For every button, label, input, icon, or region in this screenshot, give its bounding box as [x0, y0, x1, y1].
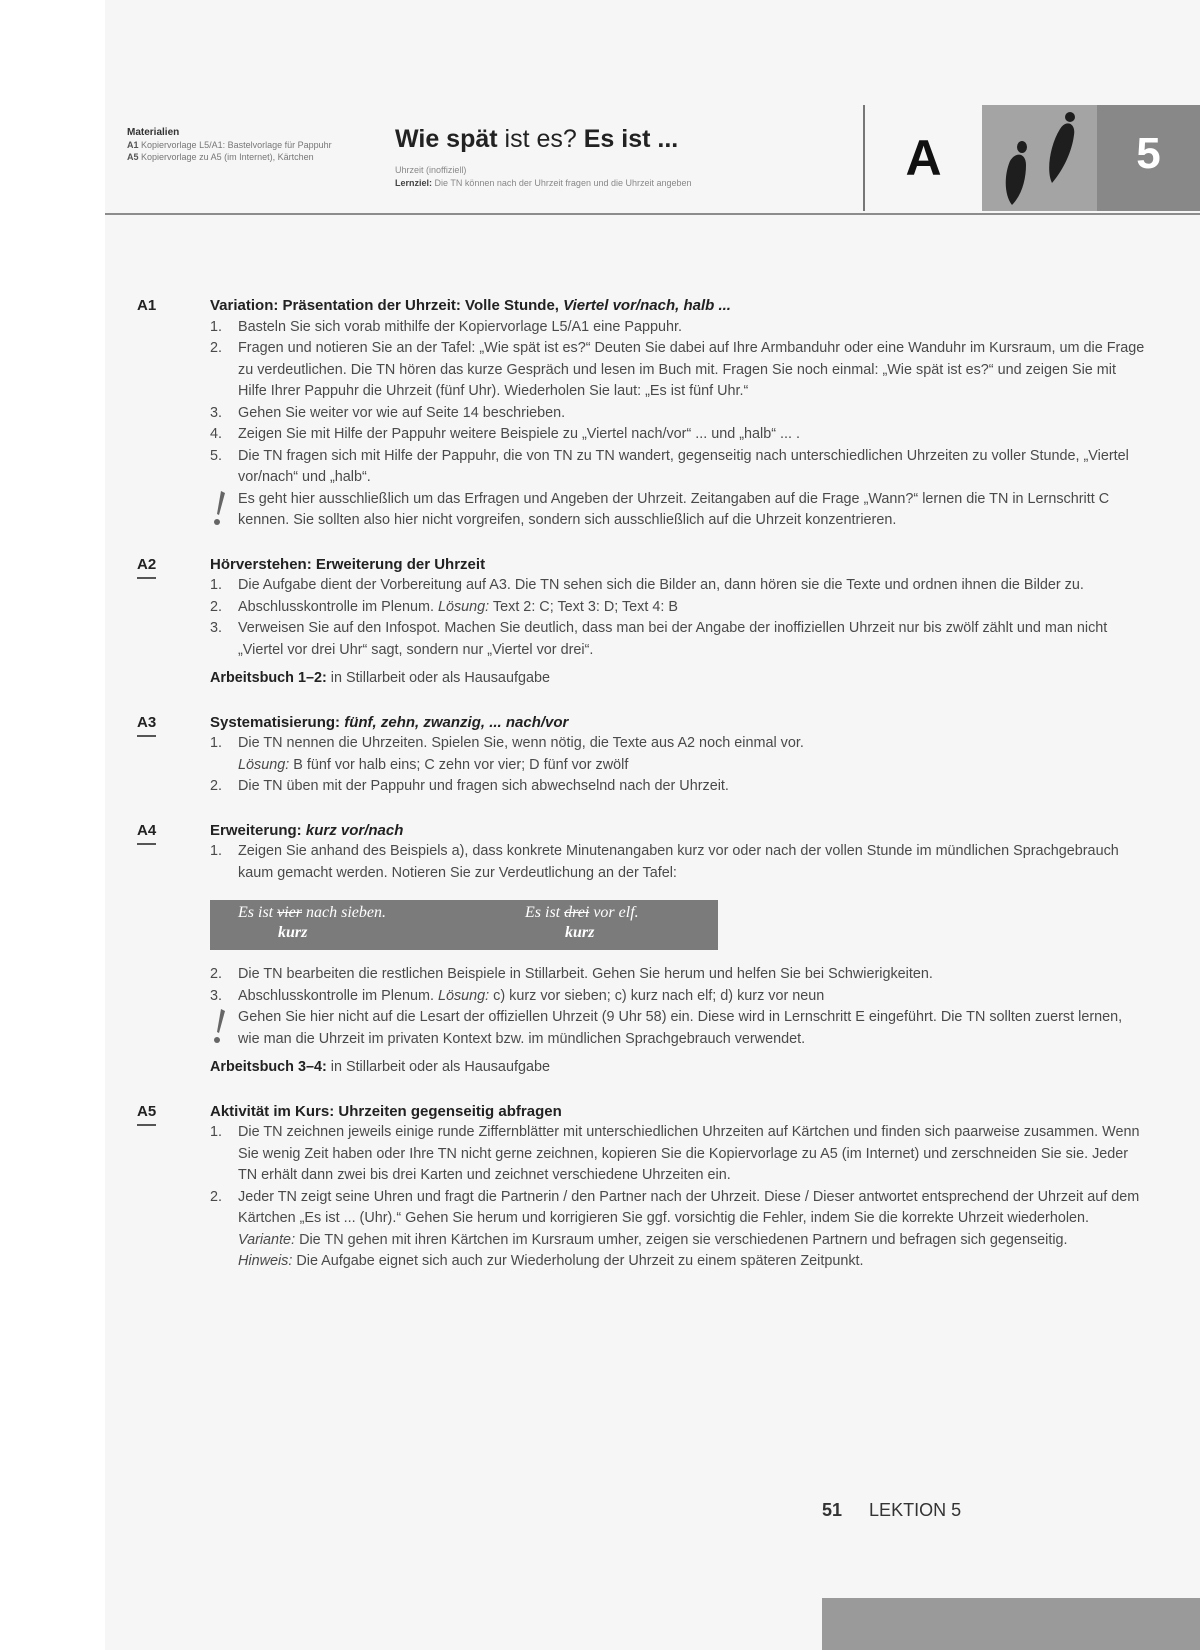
section-title: Variation: Präsentation der Uhrzeit: Volle Stunde, Viertel vor/nach, halb ... [210, 297, 731, 314]
list-item: 2. Jeder TN zeigt seine Uhren und fragt die Partnerin / den Partner nach der Uhrzeit. Diese / Dieser antwortet entsprechend der Uhrzeit auf dem Kärtchen „Es ist ... (Uhr).“ Gehen Sie herum und korrigieren Sie ggf. vorsichtig die Fehler, indem Sie die korrekte Uhrzeit wiederholen. Variante: Die TN gehen mit ihren Kärtchen im Kursraum umher, zeigen sie verschiedenen Partnern und befragen sich gegenseitig. Hinweis: Die Aufgabe eignet sich auch zur Wiederholung der Uhrzeit zu einem späteren Zeitpunkt. [210, 1188, 1140, 1269]
section-title: Systematisierung: fünf, zehn, zwanzig, ... nach/vor [210, 713, 569, 731]
footer-bar [822, 1598, 1200, 1650]
exclamation-icon [212, 1007, 228, 1045]
page-footer [822, 1500, 961, 1521]
page-number: 51 [822, 1500, 843, 1520]
section-tag: A2 [137, 554, 156, 576]
list-item: 1. Basteln Sie sich vorab mithilfe der Kopiervorlage L5/A1 eine Pappuhr. [210, 318, 682, 335]
section-a2 [105, 554, 1145, 690]
section-title: Erweiterung: kurz vor/nach [210, 821, 404, 839]
workbook-reference: Arbeitsbuch 1–2: in Stillarbeit oder als Hausaufgabe [210, 670, 550, 686]
teacher-note: Es geht hier ausschließlich um das Erfragen und Angeben der Uhrzeit. Zeitangaben auf die Frage „Wann?“ lernen die TN in Lernschritt C kennen. Sie sollten also hier nicht vorgreifen, sondern sich ausschließlich auf die Uhrzeit konzentrieren. [210, 489, 1145, 532]
title-block [395, 125, 915, 190]
section-a4 [105, 820, 1145, 1079]
board-example-left: Es ist vier nach sieben. kurz [238, 904, 386, 941]
step-letter: A [905, 130, 942, 186]
section-a1 [105, 295, 1145, 532]
section-tag: A5 [137, 1101, 156, 1123]
section-a3 [105, 712, 1145, 798]
lesson-number: 5 [1136, 129, 1161, 178]
section-title: Aktivität im Kurs: Uhrzeiten gegenseitig abfragen [210, 1102, 562, 1120]
board-example-right: Es ist drei vor elf. kurz [525, 904, 639, 941]
workbook-reference: Arbeitsbuch 3–4: in Stillarbeit oder als Hausaufgabe [210, 1059, 550, 1075]
list-item: 2. Fragen und notieren Sie an der Tafel: „Wie spät ist es?“ Deuten Sie dabei auf Ihre Armbanduhr oder eine Wanduhr im Kursraum, um die Frage zu verdeutlichen. Die TN hören das kurze Gespräch und lesen im Buch mit. Fragen Sie noch einmal: „Wie spät ist es?“ und zeigen Sie mit Hilfe Ihrer Pappuhr die Uhrzeit (fünf Uhr). Wiederholen Sie laut: „Es ist fünf Uhr.“ [210, 340, 1145, 399]
step-letter-box [865, 105, 982, 211]
list-item: 1. Die Aufgabe dient der Vorbereitung auf A3. Die TN sehen sich die Bilder an, dann hören sie die Texte und ordnen ihnen die Bilder zu. [210, 577, 1084, 593]
page-title: Wie spät ist es? Es ist ... [395, 125, 679, 153]
list-item: 2. Die TN bearbeiten die restlichen Beispiele in Stillarbeit. Gehen Sie herum und helfen Sie bei Schwierigkeiten. [210, 966, 933, 982]
teacher-note: Gehen Sie hier nicht auf die Lesart der offiziellen Uhrzeit (9 Uhr 58) ein. Diese wird in Lernschritt E eingeführt. Die TN sollten zuerst lernen, wie man die Uhrzeit im privaten Kontext bzw. im mündlichen Sprachgebrauch verwendet. [210, 1007, 1145, 1050]
list-item: 1. Die TN nennen die Uhrzeiten. Spielen Sie, wenn nötig, die Texte aus A2 noch einmal vor. Lösung: B fünf vor halb eins; C zehn vor vier; D fünf vor zwölf [210, 735, 804, 773]
exclamation-icon [212, 489, 228, 527]
materials-box [127, 127, 372, 163]
materials-row: A1 Kopiervorlage L5/A1: Bastelvorlage für Pappuhr [127, 140, 332, 150]
list-item: 2. Die TN üben mit der Pappuhr und fragen sich abwechselnd nach der Uhrzeit. [210, 778, 729, 794]
footprints-icon [982, 105, 1097, 211]
section-tag: A1 [137, 297, 157, 314]
section-a5 [105, 1101, 1145, 1273]
page-subtitle: Uhrzeit (inoffiziell) Lernziel: Die TN können nach der Uhrzeit fragen und die Uhrzeit angeben [395, 165, 692, 188]
list-item: 4. Zeigen Sie mit Hilfe der Pappuhr weitere Beispiele zu „Viertel nach/vor“ ... und „halb“ ... . [210, 426, 801, 442]
materials-heading: Materialien [127, 127, 180, 138]
list-item: 2. Abschlusskontrolle im Plenum. Lösung: Text 2: C; Text 3: D; Text 4: B [210, 598, 678, 615]
list-item: 1. Zeigen Sie anhand des Beispiels a), dass konkrete Minutenangaben kurz vor oder nach der vollen Stunde im mündlichen Sprachgebrauch kaum gemacht werden. Notieren Sie zur Verdeutlichung an der Tafel: [210, 843, 1119, 881]
main-content [105, 295, 1145, 1295]
list-item: 5. Die TN fragen sich mit Hilfe der Pappuhr, die von TN zu TN wandert, gegenseitig nach unterschiedlichen Uhrzeiten zu voller Stunde, „Viertel vor/nach“ und „halb“. [210, 447, 1129, 485]
section-tag: A3 [137, 712, 156, 734]
materials-row: A5 Kopiervorlage zu A5 (im Internet), Kärtchen [127, 152, 314, 162]
list-item: 3. Verweisen Sie auf den Infospot. Machen Sie deutlich, dass man bei der Angabe der inoffiziellen Uhrzeit nur bis zwölf zählt und man nicht „Viertel vor drei Uhr“ sagt, sondern nur „Viertel vor drei“. [210, 620, 1108, 658]
page-header [105, 105, 1200, 215]
section-tag: A4 [137, 820, 156, 842]
list-item: 3. Abschlusskontrolle im Plenum. Lösung: c) kurz vor sieben; c) kurz nach elf; d) kurz vor neun [210, 987, 825, 1004]
blackboard-example [210, 900, 718, 950]
list-item: 1. Die TN zeichnen jeweils einige runde Ziffernblätter mit unterschiedlichen Uhrzeiten auf Kärtchen und finden sich paarweise zusammen. Wenn Sie wenig Zeit haben oder Ihre TN nicht gerne zeichnen, kopieren Sie die Kopiervorlage zu A5 (im Internet) und zerschneiden Sie sie. Jeder TN erhält dann zwei bis drei Karten und zeichnet verschiedene Uhrzeiten ein. [210, 1124, 1140, 1183]
section-title: Hörverstehen: Erweiterung der Uhrzeit [210, 555, 486, 573]
footprints-photo [982, 105, 1097, 211]
list-item: 3. Gehen Sie weiter vor wie auf Seite 14 beschrieben. [210, 404, 566, 421]
lesson-label: LEKTION 5 [869, 1500, 962, 1520]
lesson-number-box [1097, 105, 1200, 211]
